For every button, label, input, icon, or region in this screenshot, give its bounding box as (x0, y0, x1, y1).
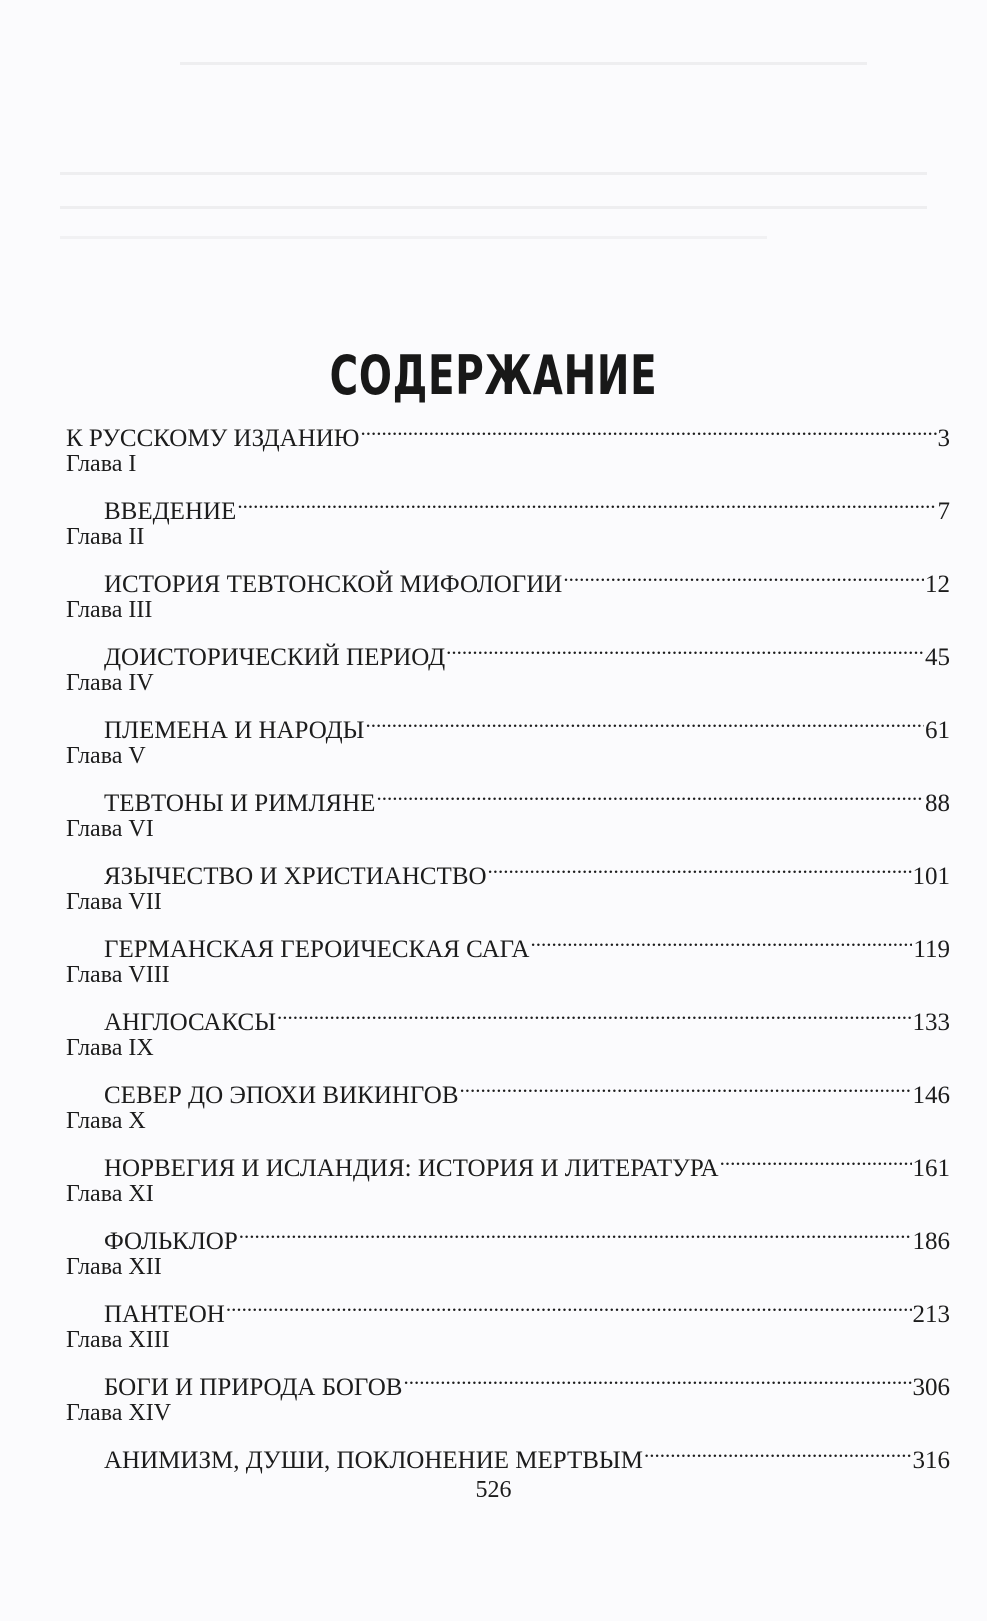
toc-entry-page: 45 (925, 644, 950, 671)
toc-entry-title: ЯЗЫЧЕСТВО И ХРИСТИАНСТВО (104, 863, 487, 890)
bleed-through-line (60, 236, 767, 239)
chapter-number-label: Глава XII (66, 1254, 162, 1280)
chapter-number-label: Глава V (66, 743, 146, 769)
toc-chapter-entry[interactable] (66, 483, 950, 525)
page-number: 526 (475, 1477, 512, 1503)
chapter-number-label: Глава IV (66, 670, 154, 696)
toc-entry-page: 186 (912, 1228, 950, 1255)
toc-entry-title: ФОЛЬКЛОР (104, 1228, 238, 1255)
dot-leader (563, 556, 924, 592)
page-title: СОДЕРЖАНИЕ (329, 344, 658, 407)
toc-entry-page: 3 (937, 425, 950, 452)
dot-leader (644, 1432, 912, 1468)
toc-chapter-entry[interactable] (66, 848, 950, 890)
dot-leader (404, 1359, 912, 1395)
chapter-number-label: Глава III (66, 597, 153, 623)
chapter-number-label: Глава XIII (66, 1327, 170, 1353)
toc-entry-title: ПЛЕМЕНА И НАРОДЫ (104, 717, 365, 744)
toc-chapter-entry[interactable] (66, 556, 950, 598)
toc-entry-title: ГЕРМАНСКАЯ ГЕРОИЧЕСКАЯ САГА (104, 936, 530, 963)
toc-entry-title: СЕВЕР ДО ЭПОХИ ВИКИНГОВ (104, 1082, 459, 1109)
bleed-through-line (60, 206, 927, 209)
toc-entry-page: 119 (913, 936, 950, 963)
toc-entry-page: 61 (925, 717, 950, 744)
toc-entry-page: 306 (912, 1374, 950, 1401)
dot-leader (361, 410, 937, 446)
toc-entry-title: НОРВЕГИЯ И ИСЛАНДИЯ: ИСТОРИЯ И ЛИТЕРАТУРА (104, 1155, 719, 1182)
toc-entry-page: 12 (925, 571, 950, 598)
chapter-number-label: Глава VIII (66, 962, 170, 988)
toc-entry-title: АНГЛОСАКСЫ (104, 1009, 277, 1036)
toc-entry-page: 161 (912, 1155, 950, 1182)
toc-chapter-entry[interactable] (66, 1359, 950, 1401)
dot-leader (365, 702, 924, 738)
toc-chapter-entry[interactable] (66, 702, 950, 744)
chapter-number-label: Глава IX (66, 1035, 154, 1061)
toc-chapter-entry[interactable] (66, 994, 950, 1036)
toc-entry-title: К РУССКОМУ ИЗДАНИЮ (66, 425, 360, 452)
toc-chapter-entry[interactable] (66, 1067, 950, 1109)
toc-entry-title: ВВЕДЕНИЕ (104, 498, 237, 525)
toc-entry-title: ДОИСТОРИЧЕСКИЙ ПЕРИОД (104, 644, 446, 671)
toc-entry-title: ИСТОРИЯ ТЕВТОНСКОЙ МИФОЛОГИИ (104, 571, 563, 598)
chapter-number-label: Глава XIV (66, 1400, 172, 1426)
toc-entry-page: 133 (912, 1009, 950, 1036)
dot-leader (720, 1140, 912, 1176)
dot-leader (488, 848, 912, 884)
chapter-number-label: Глава II (66, 524, 145, 550)
toc-chapter-entry[interactable] (66, 1213, 950, 1255)
toc-entry-title: АНИМИЗМ, ДУШИ, ПОКЛОНЕНИЕ МЕРТВЫМ (104, 1447, 643, 1474)
toc-entry-page: 213 (912, 1301, 950, 1328)
toc-chapter-entry[interactable] (66, 1432, 950, 1474)
chapter-list (66, 446, 950, 1474)
chapter-number-label: Глава I (66, 451, 137, 477)
toc-chapter-entry[interactable] (66, 629, 950, 671)
dot-leader (237, 483, 936, 519)
dot-leader (530, 921, 912, 957)
toc-chapter-entry[interactable] (66, 1140, 950, 1182)
toc-entry-title: ПАНТЕОН (104, 1301, 225, 1328)
toc-entry-page: 7 (937, 498, 950, 525)
toc-chapter-entry[interactable] (66, 775, 950, 817)
dot-leader (376, 775, 924, 811)
toc-entry-page: 316 (912, 1447, 950, 1474)
toc-chapter-entry[interactable] (66, 921, 950, 963)
toc-entry-title: ТЕВТОНЫ И РИМЛЯНЕ (104, 790, 376, 817)
toc-entry-page: 146 (912, 1082, 950, 1109)
chapter-number-label: Глава VII (66, 889, 162, 915)
dot-leader (226, 1286, 912, 1322)
toc-intro-entry[interactable] (66, 410, 950, 452)
toc-entry-page: 101 (912, 863, 950, 890)
chapter-number-label: Глава VI (66, 816, 154, 842)
dot-leader (460, 1067, 912, 1103)
dot-leader (446, 629, 924, 665)
toc-entry-page: 88 (925, 790, 950, 817)
bleed-through-line (180, 62, 867, 65)
chapter-number-label: Глава XI (66, 1181, 154, 1207)
chapter-number-label: Глава X (66, 1108, 146, 1134)
dot-leader (277, 994, 911, 1030)
bleed-through-line (60, 172, 927, 175)
toc-entry-title: БОГИ И ПРИРОДА БОГОВ (104, 1374, 403, 1401)
toc-chapter-entry[interactable] (66, 1286, 950, 1328)
table-of-contents (66, 410, 950, 1474)
dot-leader (239, 1213, 912, 1249)
